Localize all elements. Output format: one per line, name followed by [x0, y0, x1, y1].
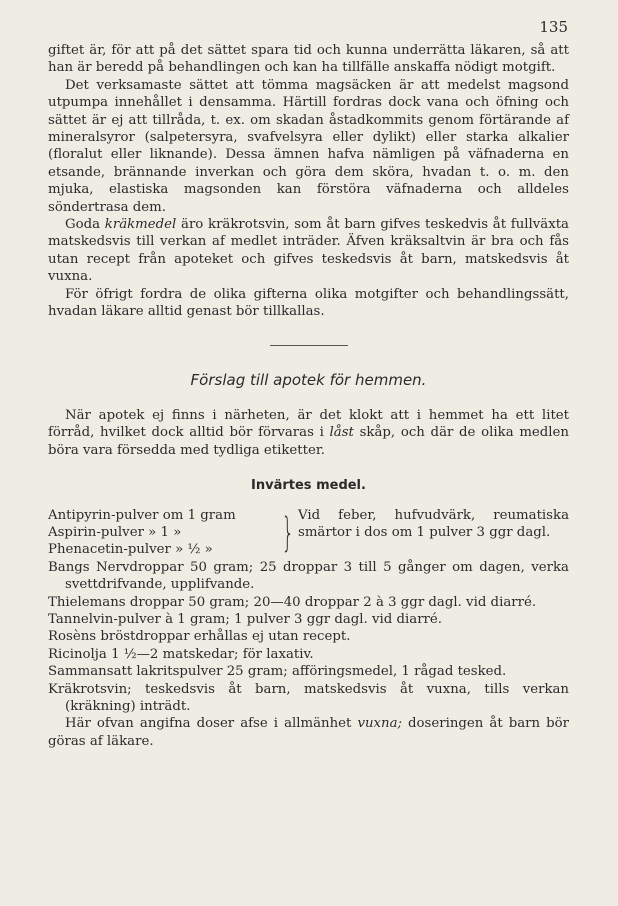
- paragraph-1: giftet är, för att på det sättet spara tid och kunna underrätta läkaren, så att han är beredd på behandlingen och kan ha tillfälle anskaffa nödigt motgift.: [48, 43, 569, 76]
- page-number: 135: [539, 18, 568, 36]
- paragraph-4: För öfrigt fordra de olika gifterna olika motgifter och behandlingssätt, hvadan läkare alltid genast bör tillkallas.: [48, 286, 569, 320]
- subsection-title: Invärtes medel.: [251, 478, 366, 494]
- list-item: Thielemans droppar 50 gram; 20—40 droppar 2 à 3 ggr dagl. vid diarré.: [48, 594, 537, 610]
- list-item: Ricinolja 1 ½—2 matskedar; för laxativ.: [48, 646, 314, 662]
- paragraph-3-post: äro kräkrotsvin, som åt barn gifves teskedvis åt fullväxta matskedsvis till verkan af medlet inträder. Äfven kräksaltvin är bra och fås utan recept från apoteket och gifves teskedsvis åt barn, matskedsvis åt vuxna.: [48, 217, 569, 285]
- combo-item: Aspirin-pulver » 1 »: [48, 524, 182, 540]
- final-paragraph: [48, 715, 569, 750]
- section-divider: [270, 345, 348, 346]
- list-item: Bangs Nervdroppar 50 gram; 25 droppar 3 till 5 gånger om dagen, verka svettdrifvande, upplifvande.: [48, 559, 569, 593]
- list-item: Sammansatt lakritspulver 25 gram; afföringsmedel, 1 rågad tesked.: [48, 664, 507, 680]
- section-title: Förslag till apotek för hemmen.: [190, 370, 427, 389]
- intro-pre: När apotek ej finns i närheten, är det klokt att i hemmet ha ett litet förråd, hvilket dock alltid bör förvaras i: [48, 407, 569, 441]
- combo-list: [48, 507, 276, 559]
- combo-text: Vid feber, hufvudvärk, reumatiska smärtor i dos om 1 pulver 3 ggr dagl.: [298, 507, 569, 540]
- paragraph-2: Det verksamaste sättet att tömma magsäcken är att medelst magsond utpumpa innehållet i densamma. Härtill fordras dock vana och öfning och sättet är ej att tillråda, t. ex. om skadan åstadkommits genom förtärande af mineralsyror (salpetersyra, svafvelsyra eller dylikt) eller starka alkalier (floralut eller liknande). Dessa ämnen hafva nämligen på väfnaderna en etsande, brännande inverkan och göra dem sköra, hvadan t. o. m. den mjuka, elastiska magsonden kan förstöra väfnaderna och alldeles söndertrasa dem.: [48, 77, 569, 215]
- list-item: Tannelvin-pulver à 1 gram; 1 pulver 3 ggr dagl. vid diarré.: [48, 611, 443, 627]
- intro-italic: låst: [329, 425, 354, 441]
- paragraph-3-italic: kräkmedel: [104, 217, 177, 233]
- brace-icon: }: [281, 509, 295, 556]
- combo-block: [48, 507, 569, 559]
- final-pre: Här ofvan angifna doser afse i allmänhet: [65, 716, 358, 732]
- paragraph-3-pre: Goda: [65, 217, 105, 233]
- intro-paragraph: [48, 407, 569, 459]
- final-italic: vuxna;: [357, 716, 402, 732]
- page-body: [48, 42, 569, 750]
- paragraph-3: [48, 216, 569, 286]
- combo-item: Antipyrin-pulver om 1 gram: [48, 507, 236, 523]
- combo-item: Phenacetin-pulver » ½ »: [48, 542, 213, 558]
- intro-post: skåp, och där de olika medlen böra vara försedda med tydliga etiketter.: [48, 425, 569, 458]
- final-post: doseringen åt barn bör göras af läkare.: [48, 716, 569, 749]
- list-item: Kräkrotsvin; teskedsvis åt barn, matskedsvis åt vuxna, tills verkan (kräkning) inträdt.: [48, 681, 569, 714]
- list-item: Rosèns bröstdroppar erhållas ej utan recept.: [48, 629, 351, 645]
